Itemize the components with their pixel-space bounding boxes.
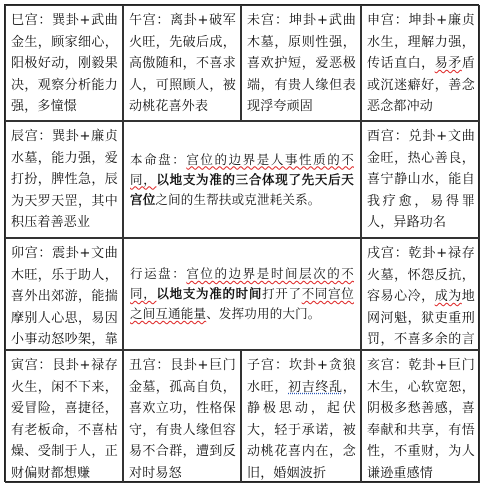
palace-text: ：坎卦+贪狼水旺， xyxy=(247,358,357,395)
palace-shen xyxy=(361,5,480,121)
center-transit-text xyxy=(130,264,354,324)
palace-text: 盾或沉迷癖好，善念恶念都冲动 xyxy=(367,56,475,114)
center-text: 之间的生帮扶或克泄耗关系。 xyxy=(155,191,321,207)
palace-text: ：坤卦+廉贞水生，理解力强，传话直白， xyxy=(367,13,475,71)
palace-text: ：震卦+文曲木旺，乐于助人，喜外出郊游，能揣摩别人心思，易因小事动怒吵架，靠 xyxy=(11,246,118,347)
palace-text: ：兑卦+文曲金旺，热心善良，喜宁静山水，能自我疗愈，易得罪人，异路功名 xyxy=(367,129,475,230)
palace-name: 寅宫 xyxy=(11,358,39,373)
center-text: 打开了 xyxy=(262,286,302,301)
center-text-bold: 以地支为准的三合体现了先天后天宫位 xyxy=(130,171,354,207)
palace-name: 午宫 xyxy=(129,13,157,28)
palace-text: ，静极思动，起伏大，轻于承诺，被动桃花喜内在，念旧，婚姻波折 xyxy=(247,379,356,481)
palace-text-underlined: 成为 xyxy=(434,289,462,304)
palace-name: 子宫 xyxy=(247,358,275,373)
palace-text: 地网河魁，狱吏重刑罚，不喜多余的言 xyxy=(367,289,475,347)
palace-text: ：乾卦+禄存火墓，怀怨反抗，容易心冷， xyxy=(367,246,475,304)
palace-text: ：坤卦+武曲木墓，原则性强，喜欢护短，爱恶极端，有贵人缘但表现浮夸顽固 xyxy=(247,13,357,114)
palace-wu xyxy=(123,5,241,121)
palace-text-underlined: 易矛 xyxy=(434,56,462,71)
palace-mao xyxy=(5,238,123,350)
palace-name: 辰宫 xyxy=(11,129,39,144)
palace-name: 巳宫 xyxy=(11,13,39,28)
palace-grid xyxy=(4,4,479,482)
palace-chen xyxy=(5,121,123,238)
center-label: 本命盘： xyxy=(130,151,187,167)
center-natal-chart xyxy=(123,121,361,238)
palace-you xyxy=(361,121,480,238)
center-transit-chart xyxy=(123,238,361,350)
palace-text: ：巽卦+武曲金生，顾家细心，阳极好动，刚毅果决，观察分析能力强，多憧憬 xyxy=(11,13,118,114)
center-text-underlined: 不同宫位之间互通能量 xyxy=(130,286,354,321)
palace-xu xyxy=(361,238,480,350)
center-natal-text xyxy=(130,150,354,210)
palace-name: 未宫 xyxy=(247,13,275,28)
palace-text-dotted: 初吉终乱 xyxy=(288,379,343,395)
palace-zi xyxy=(241,350,361,483)
center-text-bold: 以地支为准的时间 xyxy=(156,286,263,301)
palace-yin xyxy=(5,350,123,483)
palace-name: 卯宫 xyxy=(11,246,39,261)
palace-text: ：艮卦+禄存火生，闲不下来，爱冒险，喜捷径，有老板命，不喜枯燥、受制于人，正财偏财都想赚 xyxy=(11,358,118,481)
palace-text: ：离卦+破军火旺，先破后成，高傲随和，不喜求人，可照顾人，被动桃花喜外表 xyxy=(129,13,236,114)
palace-text: ：乾卦+巨门木生，心软宽恕，阴极多愁善感，喜奉献和共享，有悟性，不重财，为人谦逊重感情 xyxy=(367,358,475,481)
palace-wei xyxy=(241,5,361,121)
palace-chou xyxy=(123,350,241,483)
palace-name: 亥宫 xyxy=(367,358,395,373)
palace-name: 申宫 xyxy=(367,13,395,28)
center-text: 、发挥功用的大门。 xyxy=(206,306,321,321)
palace-name: 丑宫 xyxy=(129,358,157,373)
center-text-underlined: 宫位的边界是时间层次的不同， xyxy=(130,266,354,301)
palace-text: ：巽卦+廉贞水墓，能力强，爱打扮，脾性急，辰为天罗天罡，其中积压着善恶业 xyxy=(11,129,118,230)
center-label: 行运盘： xyxy=(130,266,187,281)
center-text-underlined: 宫位的边界是人事性质的不同， xyxy=(130,151,354,187)
palace-name: 酉宫 xyxy=(367,129,395,144)
palace-text: ：艮卦+巨门金墓，孤高自负，喜欢立功，性格保守，有贵人缘但容易不合群，遭到反对时易怒 xyxy=(129,358,236,481)
palace-si xyxy=(5,5,123,121)
palace-name: 戌宫 xyxy=(367,246,395,261)
palace-hai xyxy=(361,350,480,483)
